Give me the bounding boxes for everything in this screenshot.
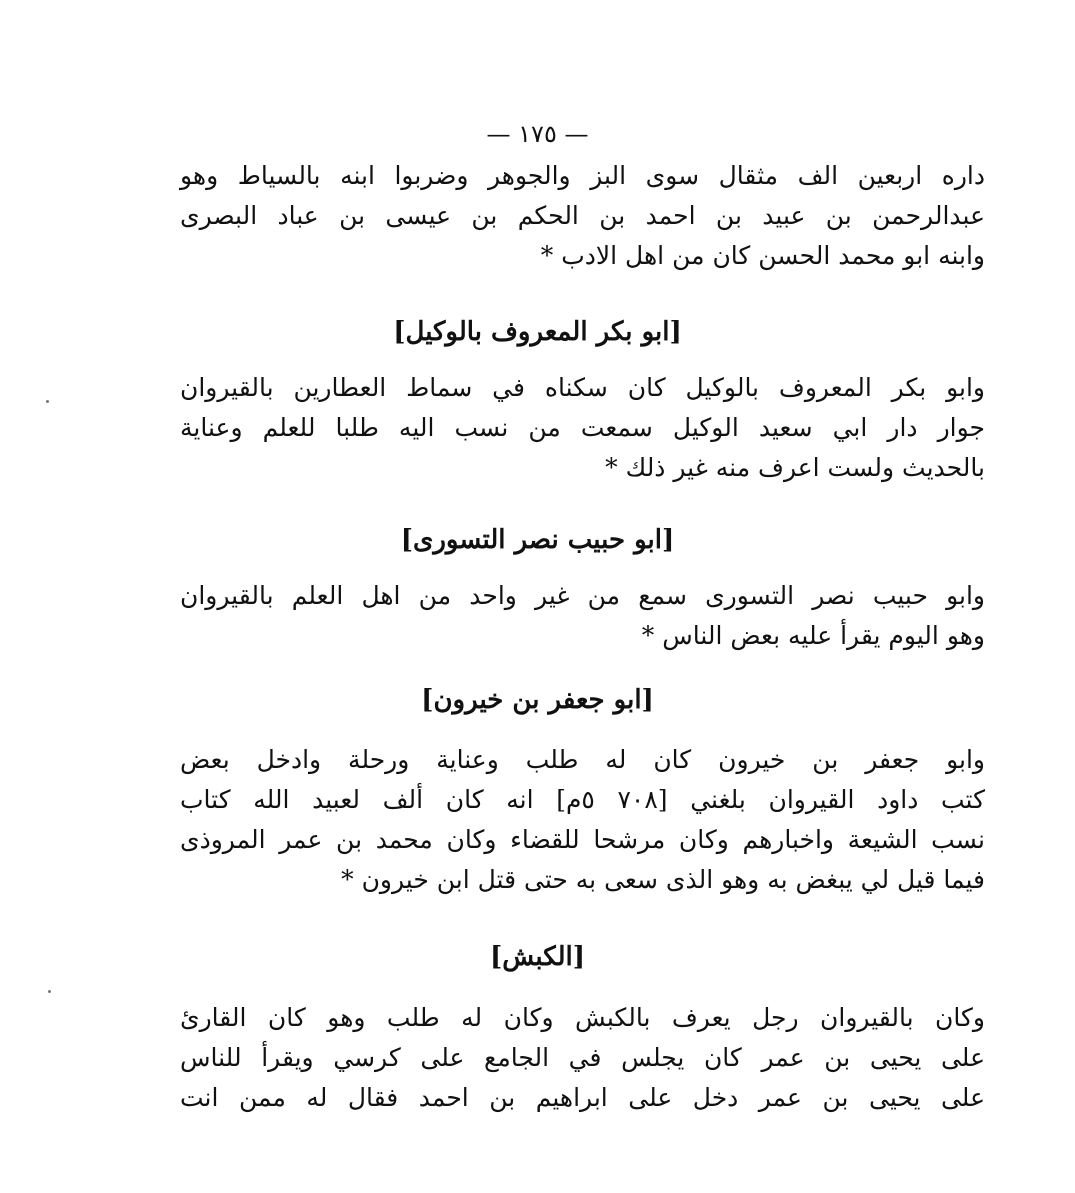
text-line: جوار دار ابي سعيد الوكيل سمعت من نسب اليه طلبا للعلم وعناية [180,413,985,442]
section-heading: [الكبش] [489,942,586,972]
scan-speck [48,990,51,993]
text-line: وهو اليوم يقرأ عليه بعض الناس * [641,621,985,650]
section-paragraph [180,998,985,1118]
text-line: على يحيى بن عمر دخل على ابراهيم بن احمد فقال له ممن انت [180,1083,985,1112]
text-line: فيما قيل لي يبغض به وهو الذى سعى به حتى قتل ابن خيرون * [341,865,985,894]
text-line: نسب الشيعة واخبارهم وكان مرشحا للقضاء وكان محمد بن عمر المروذى [180,825,985,854]
text-line: عبدالرحمن بن عبيد بن احمد بن الحكم بن عيسى بن عباد البصرى [180,201,985,230]
text-line: داره اربعين الف مثقال سوى البز والجوهر وضربوا ابنه بالسياط وهو [180,161,985,190]
section-paragraph [180,576,985,656]
section-heading: [ابو حبيب نصر التسورى] [400,525,675,555]
text-line: وكان بالقيروان رجل يعرف بالكبش وكان له طلب وهو كان القارئ [180,1003,985,1032]
text-line: كتب داود القيروان بلغني [٧٠٨ ٥م] انه كان ألف لعبيد الله كتاب [180,785,985,814]
text-line: وابو حبيب نصر التسورى سمع من غير واحد من اهل العلم بالقيروان [180,581,985,610]
text-line: وابو جعفر بن خيرون كان له طلب وعناية ورحلة وادخل بعض [180,745,985,774]
text-line: وابو بكر المعروف بالوكيل كان سكناه في سماط العطارين بالقيروان [180,373,985,402]
text-line: وابنه ابو محمد الحسن كان من اهل الادب * [540,241,985,270]
section-paragraph [180,368,985,488]
section-paragraph [180,740,985,900]
scan-speck [46,400,49,403]
intro-paragraph [180,156,985,276]
section-heading: [ابو جعفر بن خيرون] [421,685,654,715]
section-heading: [ابو بكر المعروف بالوكيل] [393,317,682,347]
page-number: — ١٧٥ — [486,120,589,148]
text-line: بالحديث ولست اعرف منه غير ذلك * [605,453,985,482]
text-line: على يحيى بن عمر كان يجلس في الجامع على كرسي ويقرأ للناس [180,1043,985,1072]
